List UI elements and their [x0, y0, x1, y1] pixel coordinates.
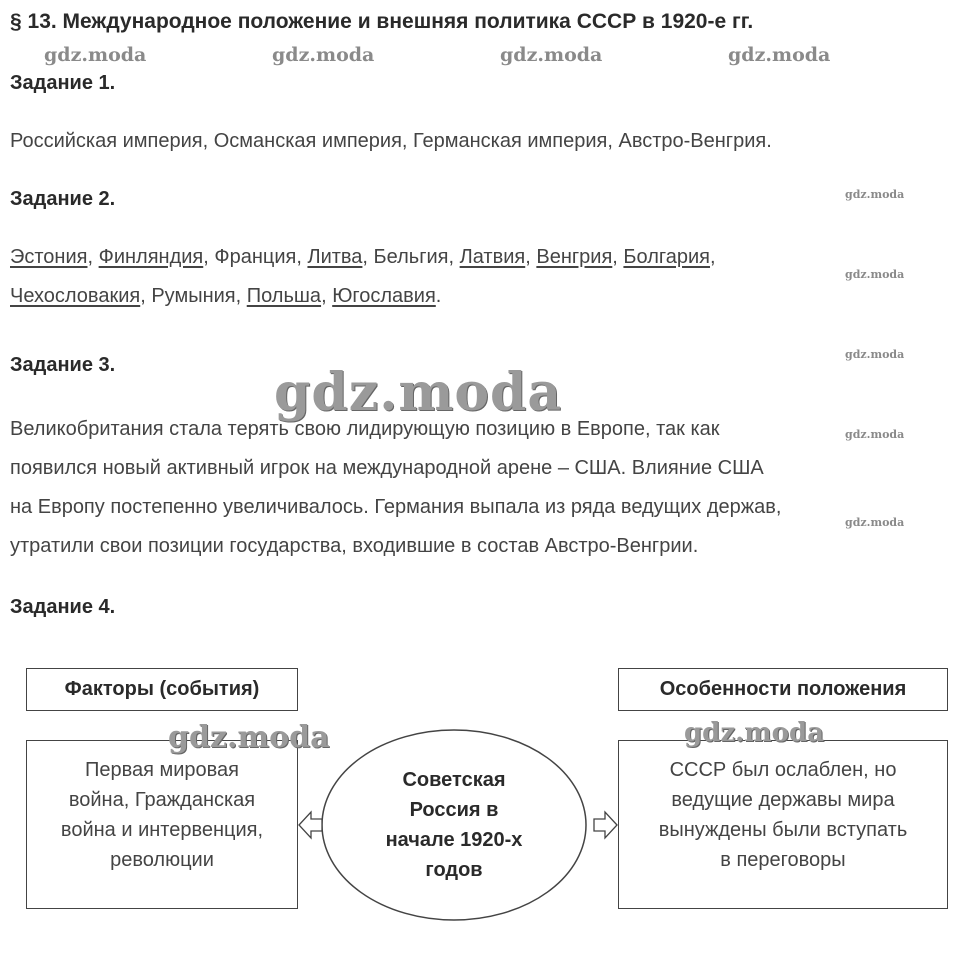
task3-answer: [10, 410, 781, 566]
task2-answer-line1: [10, 246, 716, 269]
center-text: [320, 730, 588, 920]
arrow-right-icon: [594, 812, 617, 838]
page-title: § 13. Международное положение и внешняя политика СССР в 1920-е гг.: [10, 10, 754, 33]
arrow-left-icon: [299, 812, 322, 838]
features-line: ведущие державы мира: [671, 789, 895, 811]
country-name: Болгария: [623, 246, 711, 268]
country-name: Литва: [307, 246, 363, 268]
country-name: Чехословакия: [10, 285, 141, 307]
country-name: Венгрия: [536, 246, 613, 268]
watermark: gdz.moda: [845, 188, 905, 201]
factors-line: Первая мировая: [84, 759, 240, 781]
factors-line: революции: [110, 849, 214, 871]
watermark: gdz.moda: [728, 44, 831, 66]
task2-answer-line2: [10, 285, 441, 308]
features-line: вынуждены были вступать: [658, 819, 908, 841]
separator-text: , Франция,: [203, 246, 308, 268]
task4-heading: Задание 4.: [10, 596, 116, 618]
separator-text: .: [435, 285, 442, 307]
separator-text: ,: [525, 246, 537, 268]
task2-heading: Задание 2.: [10, 188, 116, 210]
task1-heading: Задание 1.: [10, 72, 116, 94]
country-name: Латвия: [459, 246, 526, 268]
task3-line: на Европу постепенно увеличивалось. Германия выпала из ряда ведущих держав,: [10, 496, 782, 518]
factors-line: война и интервенция,: [60, 819, 264, 841]
features-line: в переговоры: [720, 849, 846, 871]
watermark: gdz.moda: [845, 516, 905, 529]
task3-line: Великобритания стала терять свою лидирующую позицию в Европе, так как: [10, 418, 720, 440]
watermark: gdz.moda: [168, 720, 330, 755]
separator-text: ,: [612, 246, 624, 268]
center-line: годов: [425, 859, 483, 881]
task3-line: утратили свои позиции государства, входившие в состав Австро-Венгрии.: [10, 535, 699, 557]
watermark: gdz.moda: [845, 428, 905, 441]
separator-text: ,: [321, 285, 333, 307]
factors-line: война, Гражданская: [68, 789, 256, 811]
factors-header: Факторы (события): [26, 668, 298, 711]
center-line: начале 1920-х: [385, 829, 523, 851]
features-line: СССР был ослаблен, но: [669, 759, 897, 781]
task1-answer: Российская империя, Османская империя, Германская империя, Австро-Венгрия.: [10, 130, 772, 152]
watermark: gdz.moda: [44, 44, 147, 66]
country-name: Эстония: [10, 246, 88, 268]
separator-text: ,: [710, 246, 716, 268]
watermark-large: gdz.moda: [274, 362, 563, 423]
task3-heading: Задание 3.: [10, 354, 116, 376]
center-line: Россия в: [409, 799, 499, 821]
country-name: Югославия: [332, 285, 436, 307]
country-name: Польша: [246, 285, 322, 307]
separator-text: , Бельгия,: [362, 246, 460, 268]
watermark: gdz.moda: [845, 348, 905, 361]
watermark: gdz.moda: [684, 718, 825, 748]
watermark: gdz.moda: [845, 268, 905, 281]
separator-text: , Румыния,: [140, 285, 247, 307]
separator-text: ,: [87, 246, 99, 268]
watermark: gdz.moda: [272, 44, 375, 66]
center-line: Советская: [402, 769, 506, 791]
features-header: Особенности положения: [618, 668, 948, 711]
watermark: gdz.moda: [500, 44, 603, 66]
task3-line: появился новый активный игрок на международной арене – США. Влияние США: [10, 457, 764, 479]
country-name: Финляндия: [98, 246, 204, 268]
